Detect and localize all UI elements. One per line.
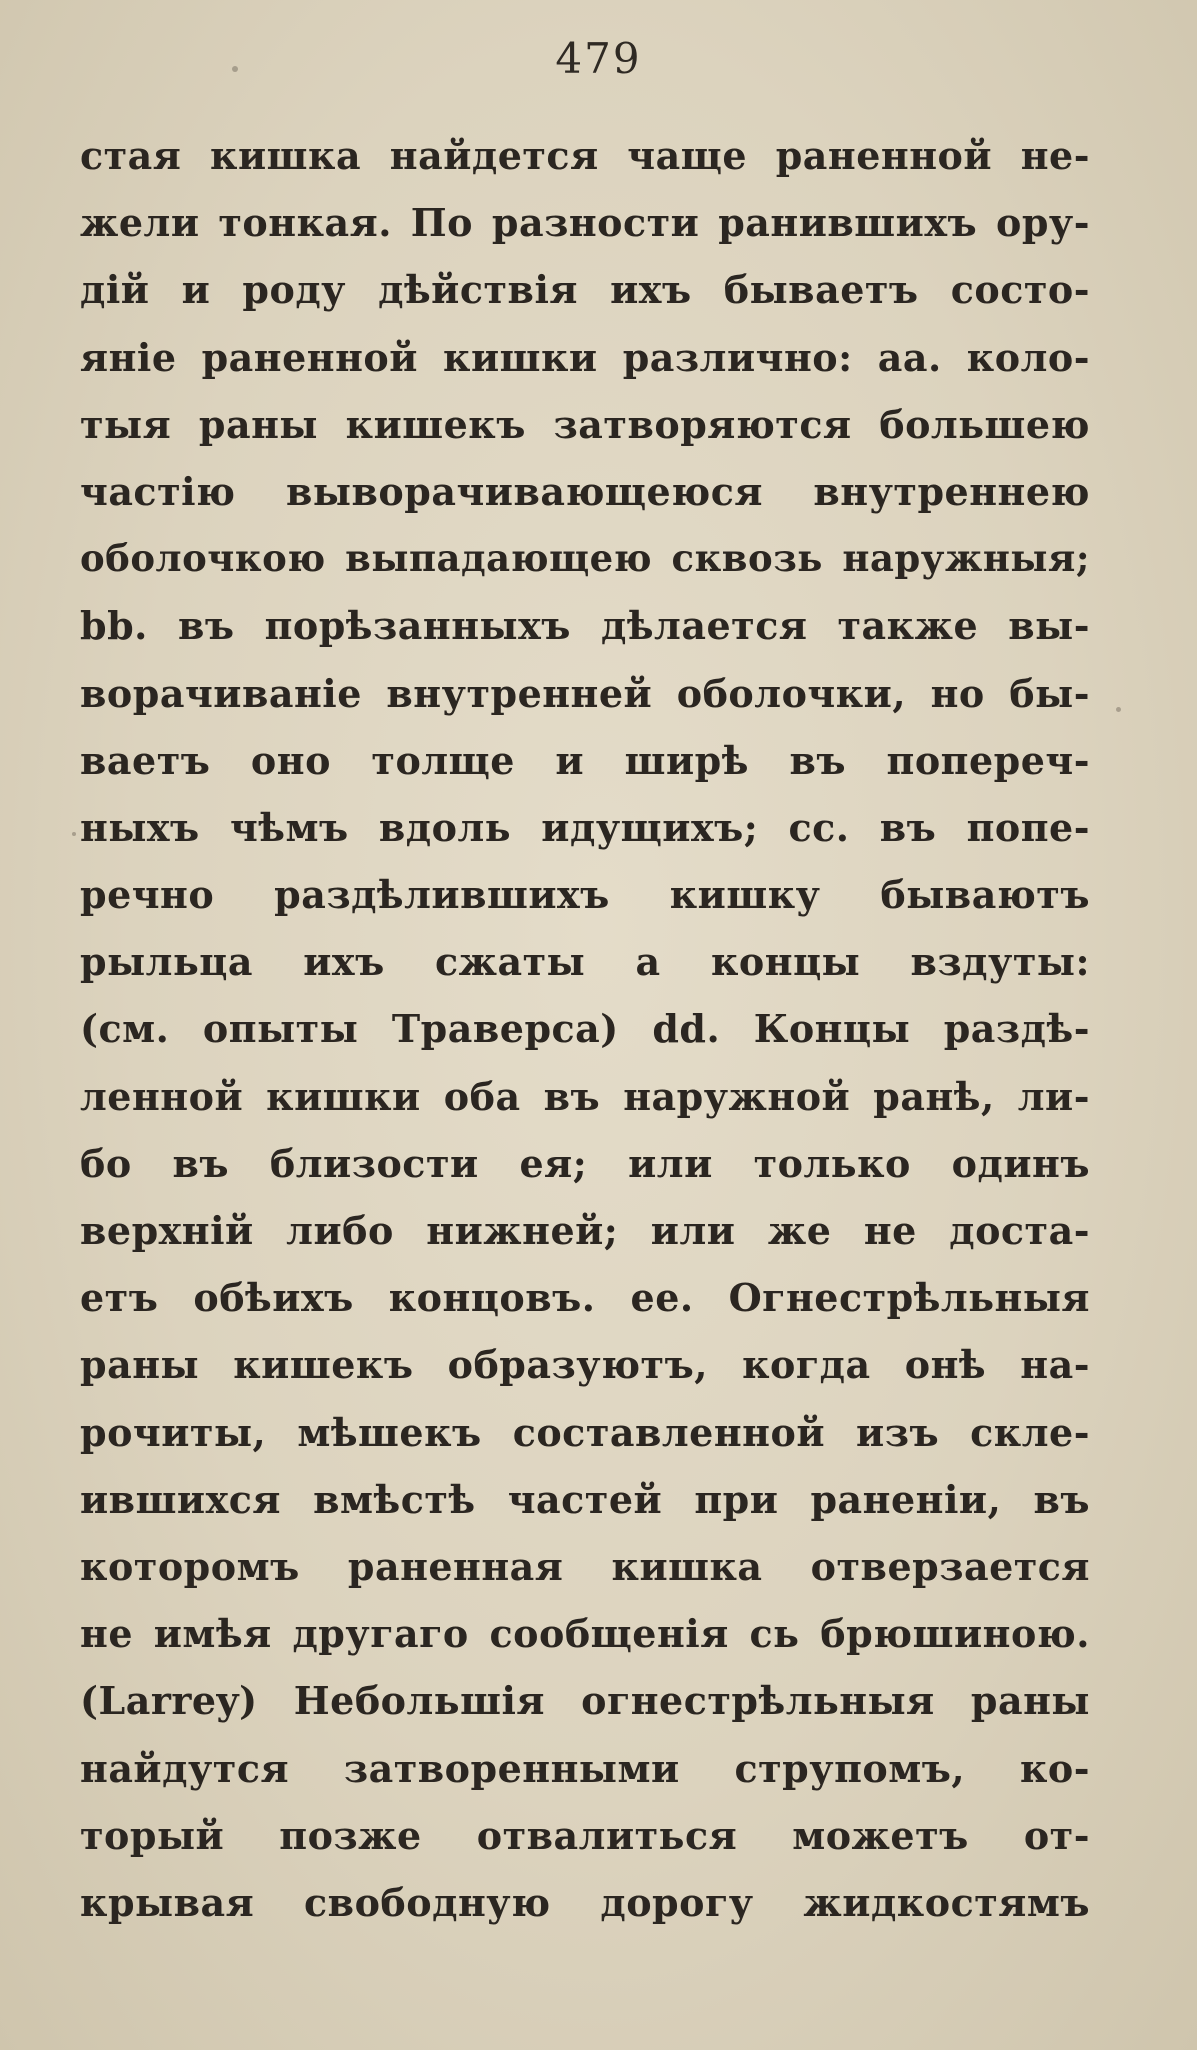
text-line: частію выворачивающеюся внутреннею (80, 468, 1090, 514)
text-line: ваетъ оно толще и ширѣ въ попереч- (80, 737, 1090, 783)
text-line: стая кишка найдется чаще раненной не- (80, 133, 1090, 178)
text-line: не имѣя другаго сообщенія сь брюшиною. (80, 1611, 1090, 1657)
text-line: которомъ раненная кишка отверзается (80, 1543, 1090, 1589)
text-line: ворачиваніе внутренней оболочки, но бы- (80, 670, 1090, 716)
text-line: речно раздѣлившихъ кишку бываютъ (80, 872, 1090, 918)
text-line: оболочкою выпадающею сквозь наружныя; (80, 536, 1090, 581)
paper-speck (232, 66, 238, 72)
text-line: тыя раны кишекъ затворяются большею (80, 401, 1090, 447)
text-line: яніе раненной кишки различно: аа. коло- (80, 334, 1090, 380)
text-line: крывая свободную дорогу жидкостямъ (80, 1879, 1090, 1925)
text-line: рочиты, мѣшекъ составленной изъ скле- (80, 1409, 1090, 1455)
text-line: торый позже отвалиться можетъ от- (80, 1812, 1090, 1858)
body-text (80, 122, 1090, 1936)
paper-speck (1116, 707, 1121, 712)
text-line: bb. въ порѣзанныхъ дѣлается также вы- (80, 603, 1090, 649)
text-line: ившихся вмѣстѣ частей при раненіи, въ (80, 1476, 1090, 1522)
text-line: найдутся затворенными струпомъ, ко- (80, 1745, 1090, 1791)
text-line: раны кишекъ образуютъ, когда онѣ на- (80, 1342, 1090, 1388)
text-line: бо въ близости ея; или только одинъ (80, 1140, 1090, 1186)
text-line: жели тонкая. По разности ранившихъ ору- (80, 200, 1090, 246)
page-number: 479 (555, 34, 642, 83)
text-line: ныхъ чѣмъ вдоль идущихъ; сс. въ попе- (80, 804, 1090, 850)
text-line: етъ обѣихъ концовъ. ее. Огнестрѣльныя (80, 1275, 1090, 1321)
text-line: ленной кишки оба въ наружной ранѣ, ли- (80, 1073, 1090, 1119)
text-line: рыльца ихъ сжаты а концы вздуты: (80, 939, 1090, 985)
text-line: (Larrey) Небольшія огнестрѣльныя раны (80, 1678, 1090, 1724)
text-line: дій и роду дѣйствія ихъ бываетъ состо- (80, 267, 1090, 313)
paper-speck (72, 832, 76, 836)
text-line: (см. опыты Траверса) dd. Концы раздѣ- (80, 1006, 1090, 1052)
text-line: верхній либо нижней; или же не доста- (80, 1208, 1090, 1253)
